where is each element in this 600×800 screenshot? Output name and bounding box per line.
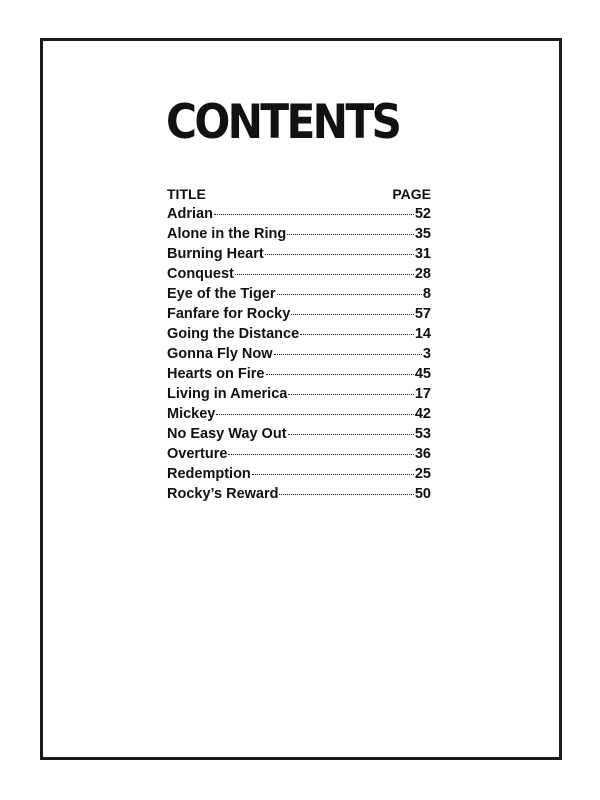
dot-leader xyxy=(288,394,414,395)
toc-entry-page: 3 xyxy=(422,346,431,362)
toc-entry-title: Overture xyxy=(167,446,228,462)
toc-entry-title: Living in America xyxy=(167,386,288,402)
dot-leader xyxy=(291,314,414,315)
toc-entry-page: 36 xyxy=(414,446,431,462)
toc-entry[interactable] xyxy=(167,204,431,224)
toc-entry[interactable] xyxy=(167,224,431,244)
toc-entry-page: 25 xyxy=(414,466,431,482)
dot-leader xyxy=(252,474,414,475)
toc-entry-title: Burning Heart xyxy=(167,246,264,262)
title-column-header: TITLE xyxy=(167,186,206,202)
toc-entry-title: Mickey xyxy=(167,406,216,422)
toc-entry-title: Alone in the Ring xyxy=(167,226,287,242)
page-column-header: PAGE xyxy=(392,186,431,202)
toc-entry-title: No Easy Way Out xyxy=(167,426,287,442)
dot-leader xyxy=(288,434,414,435)
toc-entry-title: Rocky’s Reward xyxy=(167,486,279,502)
toc-entry-title: Eye of the Tiger xyxy=(167,286,276,302)
toc-entry-title: Fanfare for Rocky xyxy=(167,306,291,322)
toc-entry[interactable] xyxy=(167,244,431,264)
toc-entry[interactable] xyxy=(167,384,431,404)
toc-entry[interactable] xyxy=(167,324,431,344)
toc-entry[interactable] xyxy=(167,364,431,384)
toc-entry-title: Going the Distance xyxy=(167,326,300,342)
dot-leader xyxy=(214,214,414,215)
toc-entry-page: 17 xyxy=(414,386,431,402)
page-title: CONTENTS xyxy=(166,95,400,150)
dot-leader xyxy=(228,454,413,455)
toc-entry[interactable] xyxy=(167,424,431,444)
toc-entry-page: 52 xyxy=(414,206,431,222)
dot-leader xyxy=(300,334,414,335)
toc-header xyxy=(167,184,431,204)
toc-entry[interactable] xyxy=(167,344,431,364)
toc-entry-page: 57 xyxy=(414,306,431,322)
toc-entry[interactable] xyxy=(167,264,431,284)
dot-leader xyxy=(274,354,422,355)
toc-entry-page: 35 xyxy=(414,226,431,242)
toc-entry[interactable] xyxy=(167,464,431,484)
toc-entry-title: Conquest xyxy=(167,266,234,282)
dot-leader xyxy=(287,234,414,235)
toc-entry-title: Hearts on Fire xyxy=(167,366,265,382)
toc-entry[interactable] xyxy=(167,444,431,464)
toc-entry-page: 31 xyxy=(414,246,431,262)
toc-entry-page: 45 xyxy=(414,366,431,382)
dot-leader xyxy=(235,274,414,275)
toc-entry-page: 53 xyxy=(414,426,431,442)
dot-leader xyxy=(279,494,413,495)
toc-entry-title: Adrian xyxy=(167,206,213,222)
toc-entry-title: Gonna Fly Now xyxy=(167,346,273,362)
toc-entry-page: 42 xyxy=(414,406,431,422)
dot-leader xyxy=(265,254,414,255)
toc-entry-page: 8 xyxy=(422,286,431,302)
toc-entry[interactable] xyxy=(167,284,431,304)
toc-entry[interactable] xyxy=(167,404,431,424)
toc-entry-page: 50 xyxy=(414,486,431,502)
table-of-contents xyxy=(167,184,431,504)
toc-entry-title: Redemption xyxy=(167,466,251,482)
dot-leader xyxy=(216,414,413,415)
toc-entry[interactable] xyxy=(167,484,431,504)
toc-entry[interactable] xyxy=(167,304,431,324)
toc-entry-page: 14 xyxy=(414,326,431,342)
dot-leader xyxy=(277,294,422,295)
toc-entry-page: 28 xyxy=(414,266,431,282)
dot-leader xyxy=(266,374,414,375)
